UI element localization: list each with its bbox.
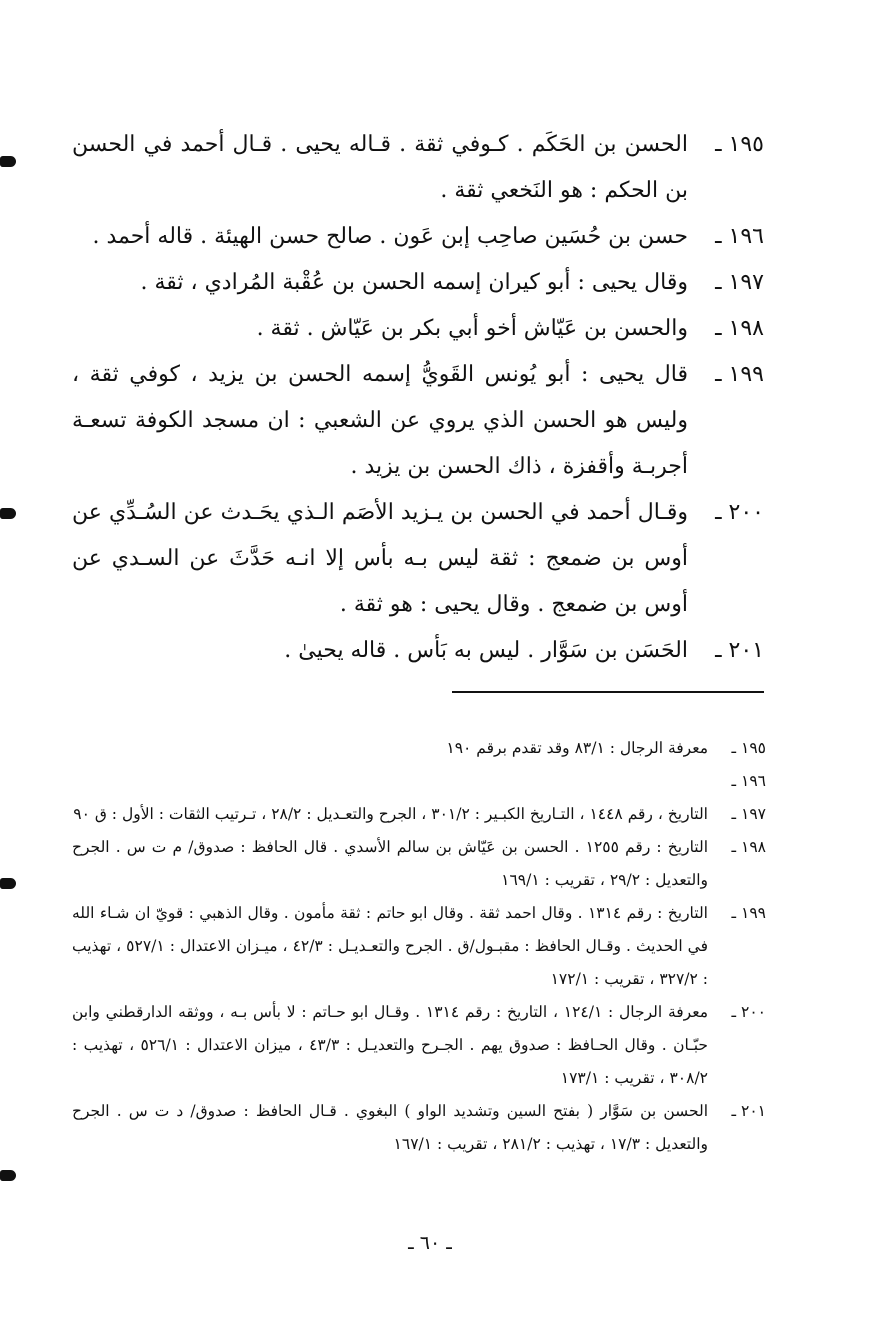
- main-entry-201: [72, 628, 764, 674]
- main-entry-195: [72, 122, 764, 214]
- entry-text: وقال يحيى : أبو كيران إسمه الحسن بن عُقْبة المُرادي ، ثقة .: [140, 270, 688, 295]
- footnote-195: [72, 732, 766, 765]
- entry-text: حسن بن حُسَين صاحِب إبن عَون . صالح حسن الهيئة . قاله أحمد .: [92, 224, 688, 249]
- page-number: ـ ٦٠ ـ: [408, 1232, 452, 1254]
- footnote-201: [72, 1095, 766, 1161]
- footnotes: [72, 732, 766, 1161]
- footnote-number: ١٩٨ ـ: [731, 838, 766, 856]
- binding-mark: [0, 878, 16, 889]
- main-entry-197: [72, 260, 764, 306]
- main-entry-196: [72, 214, 764, 260]
- entry-number: ٢٠١ ـ: [715, 638, 764, 663]
- footnote-text: التاريخ : رقم ١٢٥٥ . الحسن بن عَيّاش بن سالم الأسدي . قال الحافظ : صدوق/ م ت س . الجرح والتعديل : ٢٩/٢ ، تقريب : ١٦٩/١: [72, 838, 708, 889]
- main-entry-199: [72, 352, 764, 490]
- entry-number: ١٩٧ ـ: [715, 270, 764, 295]
- footnote-196: [72, 765, 766, 798]
- entry-text: وقـال أحمد في الحسن بن يـزيد الأصَم الـذي يحَـدث عن السُـدِّي عن أوس بن ضمعج : ثقة ليس بـه بأس إلا انـه حَدَّثَ عن السـدي عن أوس بن ضمعج . وقال يحيى : هو ثقة .: [72, 500, 688, 617]
- entry-text: قال يحيى : أبو يُونس القَويُّ إسمه الحسن بن يزيد ، كوفي ثقة ، وليس هو الحسن الذي يروي عن الشعبي : ان مسجد الكوفة تسعـة أجربـة وأقفزة ، ذاك الحسن بن يزيد .: [72, 362, 688, 479]
- binding-mark: [0, 508, 16, 519]
- footnote-number: ١٩٩ ـ: [731, 904, 766, 922]
- footnote-number: ٢٠٠ ـ: [731, 1003, 766, 1021]
- entry-text: الحسن بن الحَكَم . كـوفي ثقة . قـاله يحيى . قـال أحمد في الحسن بن الحكم : هو النَخعي ثقة .: [72, 132, 688, 203]
- binding-mark: [0, 1170, 16, 1181]
- footnote-number: ٢٠١ ـ: [731, 1102, 766, 1120]
- main-entry-198: [72, 306, 764, 352]
- footnote-text: معرفة الرجال : ١٢٤/١ ، التاريخ : رقم ١٣١٤ . وقـال ابو حـاتم : لا بأس بـه ، ووثقه الدارقطني وابن حبّـان . وقال الحـافظ : صدوق يهم . الجـرح والتعديـل : ٤٣/٣ ، ميزان الاعتدال : ٥٢٦/١ ، تهذيب : ٣٠٨/٢ ، تقريب : ١٧٣/١: [72, 1003, 709, 1087]
- main-entry-200: [72, 490, 764, 628]
- entry-number: ١٩٥ ـ: [715, 132, 764, 157]
- footnote-text: التاريخ : رقم ١٣١٤ . وقال احمد ثقة . وقال ابو حاتم : ثقة مأمون . وقال الذهبي : قويّ ان شـاء الله في الحديث . وقـال الحافظ : مقبـول/ق . الجرح والتعـديـل : ٤٢/٣ ، ميـزان الاعتدال : ٥٢٧/١ ، تهذيب : ٣٢٧/٢ ، تقريب : ١٧٢/١: [72, 904, 708, 988]
- footnote-number: ١٩٥ ـ: [731, 739, 766, 757]
- footnote-text: التاريخ ، رقم ١٤٤٨ ، التـاريخ الكبـير : ٣٠١/٢ ، الجرح والتعـديل : ٢٨/٢ ، تـرتيب الثقات : الأول : ق ٩٠: [73, 805, 708, 823]
- footnote-199: [72, 897, 766, 996]
- entry-number: ١٩٨ ـ: [715, 316, 764, 341]
- footnote-198: [72, 831, 766, 897]
- footnote-separator: [452, 691, 764, 693]
- binding-mark: [0, 156, 16, 167]
- entry-text: والحسن بن عَيّاش أخو أبي بكر بن عَيّاش . ثقة .: [256, 316, 688, 341]
- entry-number: ١٩٩ ـ: [715, 362, 764, 387]
- footnote-text: الحسن بن سَوَّار ( بفتح السين وتشديد الواو ) البغوي . قـال الحافظ : صدوق/ د ت س . الجرح والتعديل : ١٧/٣ ، تهذيب : ٢٨١/٢ ، تقريب : ١٦٧/١: [72, 1102, 708, 1153]
- footnote-number: ١٩٧ ـ: [731, 805, 766, 823]
- footnote-text: [72, 765, 708, 798]
- main-text: [72, 122, 764, 674]
- entry-text: الحَسَن بن سَوَّار . ليس به بَأس . قاله يحيىٰ .: [284, 638, 688, 663]
- footnote-197: [72, 798, 766, 831]
- entry-number: ٢٠٠ ـ: [715, 500, 764, 525]
- entry-number: ١٩٦ ـ: [715, 224, 764, 249]
- footnote-200: [72, 996, 766, 1095]
- footnote-text: معرفة الرجال : ٨٣/١ وقد تقدم برقم ١٩٠: [446, 739, 708, 757]
- footnote-number: ١٩٦ ـ: [731, 772, 766, 790]
